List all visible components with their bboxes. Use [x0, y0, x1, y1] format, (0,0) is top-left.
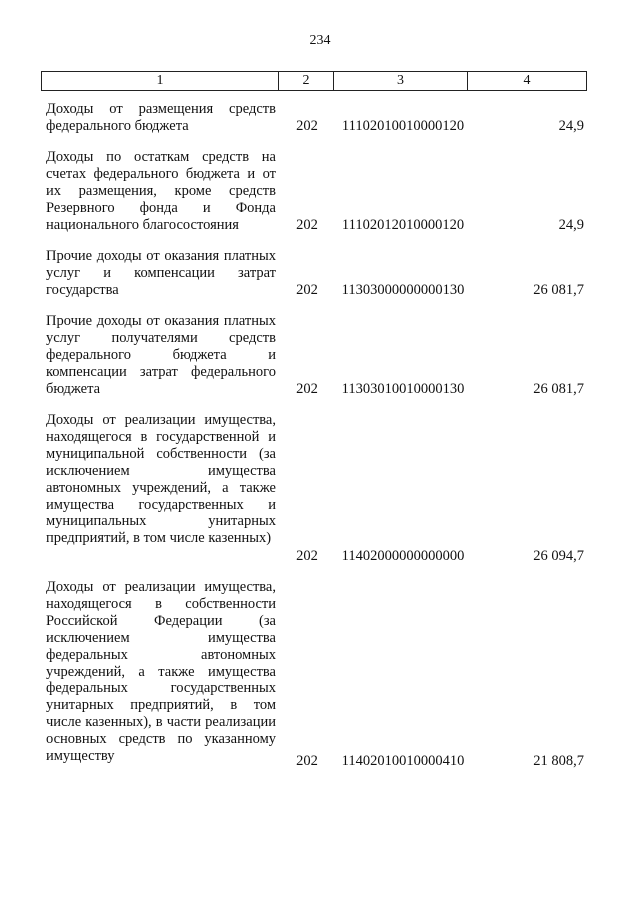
table-row — [0, 412, 640, 565]
row-description: Доходы от реализации имущества, находящегося в собственности Российской Федерации (за исключением имущества федеральных автономных учреждений, а также имущества федеральных государственных унитарных предприятий, в том числе казенных), в части реализации основных средств по указанному имуществу — [46, 579, 276, 765]
row-amount: 26 081,7 — [533, 282, 584, 299]
row-description: Прочие доходы от оказания платных услуг получателями средств федерального бюджета и компенсации затрат федерального бюджета — [46, 313, 276, 397]
row-admin-code: 202 — [296, 753, 318, 770]
row-admin-code: 202 — [296, 381, 318, 398]
row-admin-code: 202 — [296, 217, 318, 234]
row-description: Доходы от размещения средств федерального бюджета — [46, 101, 276, 134]
row-amount: 26 094,7 — [533, 548, 584, 565]
table-row — [0, 248, 640, 299]
table-header-column-1: 1 — [156, 73, 164, 88]
table-header-column-4: 4 — [467, 72, 586, 90]
row-budget-classification-code: 11303010010000130 — [341, 381, 465, 398]
row-admin-code: 202 — [296, 282, 318, 299]
row-budget-classification-code: 11303000000000130 — [341, 282, 465, 299]
table-row — [0, 149, 640, 234]
row-budget-classification-code: 11402000000000000 — [341, 548, 465, 565]
row-amount: 21 808,7 — [533, 753, 584, 770]
row-amount: 24,9 — [558, 217, 584, 234]
table-row — [0, 101, 640, 135]
table-row — [0, 313, 640, 398]
table-header-column-3: 3 — [333, 72, 467, 90]
row-amount: 24,9 — [558, 118, 584, 135]
row-description: Прочие доходы от оказания платных услуг и компенсации затрат государства — [46, 248, 276, 298]
row-amount: 26 081,7 — [533, 381, 584, 398]
row-admin-code: 202 — [296, 118, 318, 135]
row-budget-classification-code: 11402010010000410 — [341, 753, 465, 770]
row-budget-classification-code: 11102010010000120 — [341, 118, 465, 135]
row-budget-classification-code: 11102012010000120 — [341, 217, 465, 234]
row-description: Доходы по остаткам средств на счетах федерального бюджета и от их размещения, кроме средств Резервного фонда и Фонда национального благосостояния — [46, 149, 276, 233]
table-header-row — [41, 71, 587, 91]
page-number: 234 — [309, 33, 331, 48]
row-description: Доходы от реализации имущества, находящегося в государственной и муниципальной собственности (за исключением имущества автономных учреждений, а также имущества государственных и муниципальных унитарных предприятий, в том числе казенных) — [46, 412, 276, 547]
row-admin-code: 202 — [296, 548, 318, 565]
table-header-column-2: 2 — [278, 72, 333, 90]
table-row — [0, 579, 640, 770]
